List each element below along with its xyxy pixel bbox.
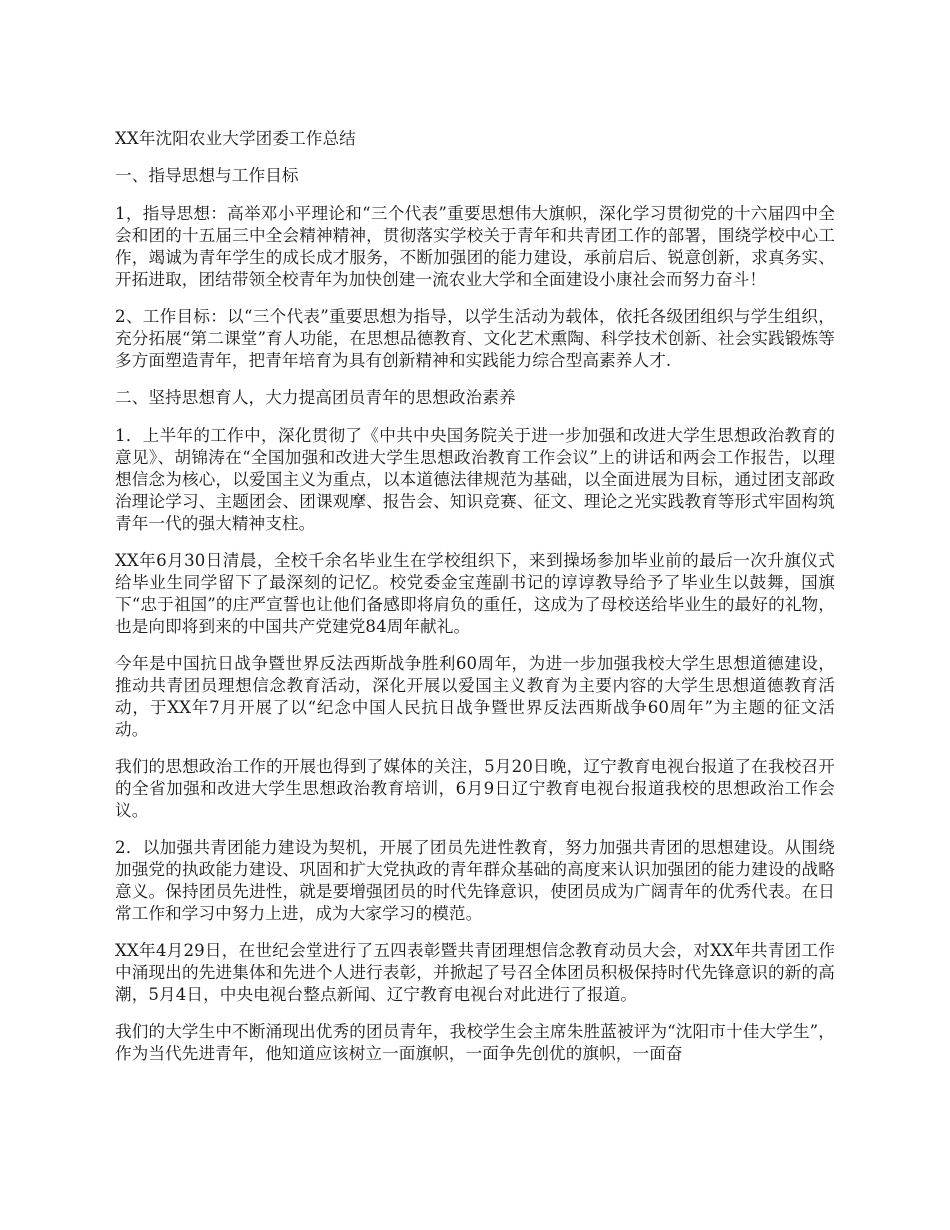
paragraph: 我们的大学生中不断涌现出优秀的团员青年，我校学生会主席朱胜蓝被评为“沈阳市十佳大学生”，作为当代先进青年，他知道应该树立一面旗帜，一面争先创优的旗帜，一面奋 [115, 1022, 835, 1063]
paragraph: XX年4月29日，在世纪会堂进行了五四表彰暨共青团理想信念教育动员大会，对XX年共青团工作中涌现出的先进集体和先进个人进行表彰，并掀起了号召全体团员积极保持时代先锋意识的新的高潮，5月4日，中央电视台整点新闻、辽宁教育电视台对此进行了报道。 [115, 941, 835, 1004]
document-page [115, 128, 835, 1080]
paragraph-guiding-ideology: 1，指导思想：高举邓小平理论和“三个代表”重要思想伟大旗帜，深化学习贯彻党的十六届四中全会和团的十五届三中全会精神精神，贯彻落实学校关于青年和共青团工作的部署，围绕学校中心工作，竭诚为青年学生的成长成才服务，不断加强团的能力建设，承前启后、锐意创新，求真务实、开拓进取，团结带领全校青年为加快创建一流农业大学和全面建设小康社会而努力奋斗！ [115, 204, 835, 289]
section-heading-1: 一、指导思想与工作目标 [115, 166, 299, 185]
document-title: XX年沈阳农业大学团委工作总结 [115, 129, 356, 148]
paragraph: 我们的思想政治工作的开展也得到了媒体的关注，5月20日晚，辽宁教育电视台报道了在我校召开的全省加强和改进大学生思想政治教育培训，6月9日辽宁教育电视台报道我校的思想政治工作会议。 [115, 757, 835, 820]
paragraph: 今年是中国抗日战争暨世界反法西斯战争胜利60周年，为进一步加强我校大学生思想道德建设，推动共青团员理想信念教育活动，深化开展以爱国主义教育为主要内容的大学生思想道德教育活动，于XX年7月开展了以“纪念中国人民抗日战争暨世界反法西斯战争60周年”为主题的征文活动。 [115, 654, 835, 739]
section-heading-2: 二、坚持思想育人，大力提高团员青年的思想政治素养 [115, 388, 516, 407]
paragraph-work-goals: 2、工作目标：以“三个代表”重要思想为指导，以学生活动为载体，依托各级团组织与学生组织，充分拓展“第二课堂”育人功能，在思想品德教育、文化艺术熏陶、科学技术创新、社会实践锻炼等多方面塑造青年，把青年培育为具有创新精神和实践能力综合型高素养人才. [115, 307, 835, 370]
paragraph: 2．以加强共青团能力建设为契机，开展了团员先进性教育，努力加强共青团的思想建设。从围绕加强党的执政能力建设、巩固和扩大党执政的青年群众基础的高度来认识加强团的能力建设的战略意义。保持团员先进性，就是要增强团员的时代先锋意识，使团员成为广阔青年的优秀代表。在日常工作和学习中努力上进，成为大家学习的模范。 [115, 838, 835, 923]
paragraph: XX年6月30日清晨，全校千余名毕业生在学校组织下，来到操场参加毕业前的最后一次升旗仪式给毕业生同学留下了最深刻的记忆。校党委金宝莲副书记的谆谆教导给予了毕业生以鼓舞，国旗下“忠于祖国”的庄严宣誓也让他们备感即将肩负的重任，这成为了母校送给毕业生的最好的礼物，也是向即将到来的中国共产党建党84周年献礼。 [115, 551, 835, 636]
paragraph: 1．上半年的工作中，深化贯彻了《中共中央国务院关于进一步加强和改进大学生思想政治教育的意见》、胡锦涛在“全国加强和改进大学生思想政治教育工作会议”上的讲话和两会工作报告，以理想信念为核心，以爱国主义为重点，以本道德法律规范为基础，以全面进展为目标，通过团支部政治理论学习、主题团会、团课观摩、报告会、知识竞赛、征文、理论之光实践教育等形式牢固构筑青年一代的强大精神支柱。 [115, 426, 835, 533]
